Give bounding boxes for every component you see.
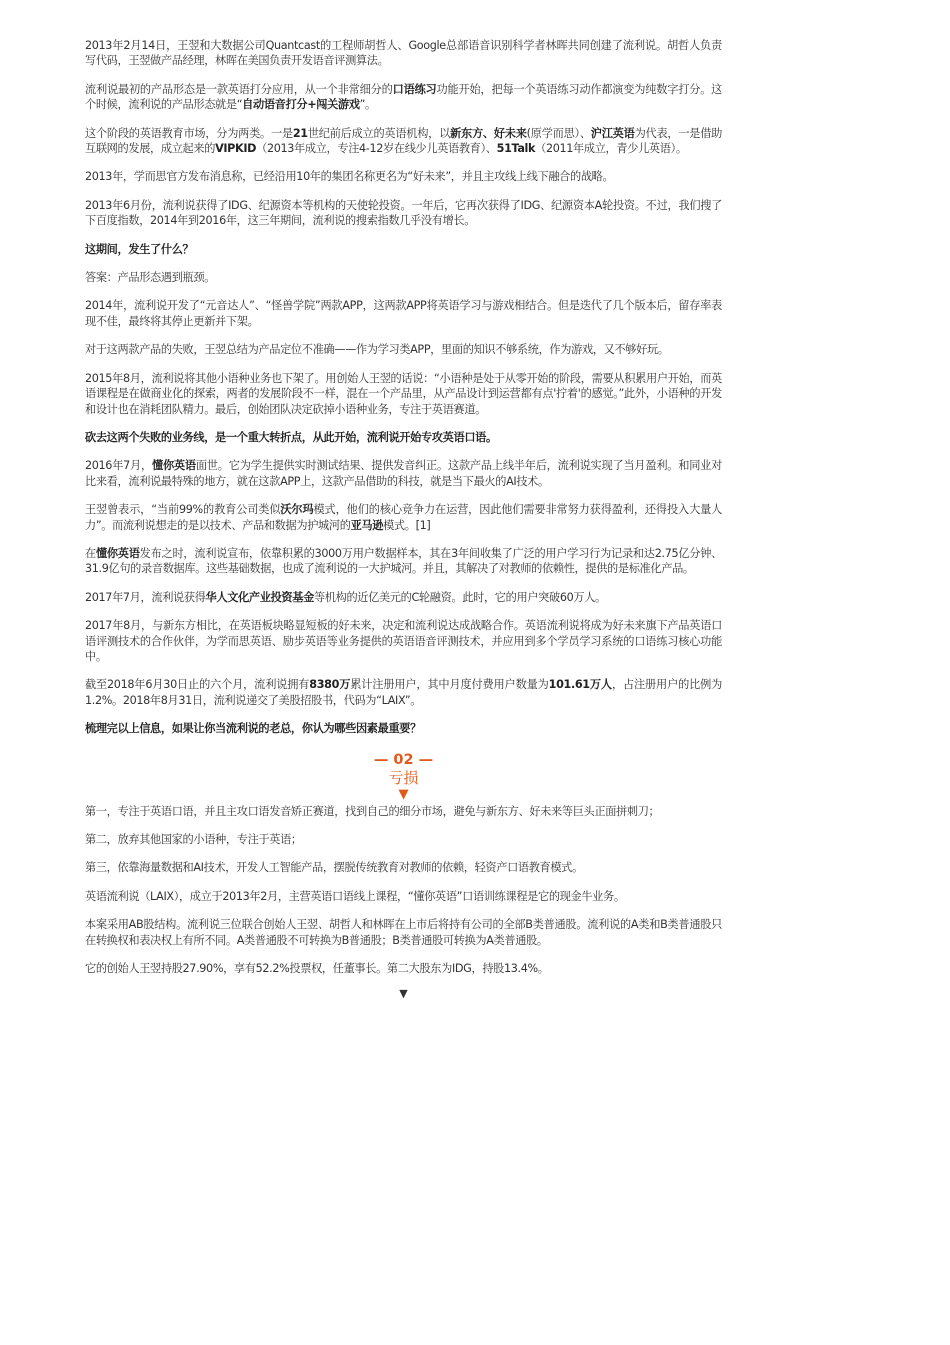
highlight-text: 懂你英语 xyxy=(151,459,196,473)
section-number: — 02 — xyxy=(373,751,434,768)
paragraph: 2014年，流利说开发了“元音达人”、“怪兽学院”两款APP，这两款APP将英语学习与游戏相结合。但是迭代了几个版本后，留存率表现不佳，最终将其停止更新并下架。 xyxy=(85,299,722,328)
paragraph: 王翌曾表示，“当前99%的教育公司类似沃尔玛模式，他们的核心竞争力在运营，因此他们需要非常努力获得盈利，还得投入大量人力”。而流利说想走的是以技术、产品和数据为护城河的亚马逊模式。[1] xyxy=(85,503,722,532)
article-body xyxy=(85,38,722,1000)
paragraph: 第一，专注于英语口语，并且主攻口语发音矫正赛道，找到自己的细分市场，避免与新东方、好未来等巨头正面拼刺刀； xyxy=(85,804,660,818)
paragraph: 2013年2月14日，王翌和大数据公司Quantcast的工程师胡哲人、Google总部语音识别科学者林晖共同创建了流利说。胡哲人负责写代码，王翌做产品经理，林晖在美国负责开发语音评测算法。 xyxy=(85,39,722,68)
paragraph: 2016年7月，懂你英语面世。它为学生提供实时测试结果、提供发音纠正。这款产品上线半年后，流利说实现了当月盈利。和同业对比来看，流利说最特殊的地方，就在这款APP上，这款产品借助的科技，就是当下最火的AI技术。 xyxy=(85,459,722,488)
paragraph: 2017年8月，与新东方相比，在英语板块略显短板的好未来，决定和流利说达成战略合作。英语流利说将成为好未来旗下产品英语口语评测技术的合作伙伴，为学而思英语、励步英语等业务提供的英语语音评测技术，并应用到多个学员学习系统的口语练习核心功能中。 xyxy=(85,619,722,663)
highlight-text: 亚马逊 xyxy=(350,518,384,532)
highlight-text: 沪江英语 xyxy=(590,126,635,140)
highlight-text: 8380万 xyxy=(309,678,351,692)
paragraph: 流利说最初的产品形态是一款英语打分应用，从一个非常细分的口语练习功能开始，把每一个英语练习动作都演变为纯数字打分。这个时候，流利说的产品形态就是“自动语音打分+闯关游戏”。 xyxy=(85,82,723,112)
highlight-text: 21 xyxy=(292,126,308,140)
highlight-text: 华人文化产业投资基金 xyxy=(205,590,314,604)
paragraph: 在懂你英语发布之时，流利说宣布，依靠积累的3000万用户数据样本，其在3年间收集了广泛的用户学习行为记录和达2.75亿分钟、31.9亿句的录音数据库。这些基础数据，也成了流利说的一大护城河。并且，其解决了对教师的依赖性，提供的是标准化产品。 xyxy=(85,546,722,576)
paragraph: 2013年，学而思官方发布消息称，已经沿用10年的集团名称更名为“好未来”，并且主攻线上线下融合的战略。 xyxy=(85,170,614,184)
highlight-text: 口语练习 xyxy=(392,82,437,96)
paragraph: 它的创始人王翌持股27.90%，享有52.2%投票权，任董事长。第二大股东为IDG，持股13.4%。 xyxy=(85,962,549,976)
key-statement: 砍去这两个失败的业务线，是一个重大转折点，从此开始，流利说开始专攻英语口语。 xyxy=(85,430,497,444)
paragraph: 英语流利说（LAIX），成立于2013年2月，主营英语口语线上课程，“懂你英语”口语训练课程是它的现金牛业务。 xyxy=(85,889,625,903)
highlight-text: 懂你英语 xyxy=(95,546,140,560)
highlight-text: 51Talk xyxy=(496,142,536,156)
paragraph: 本案采用AB股结构。流利说三位联合创始人王翌、胡哲人和林晖在上市后将持有公司的全部B类普通股。流利说的A类和B类普通股只在转换权和表决权上有所不同。A类普通股不可转换为B普通股；B类普通股可转换为A类普通股。 xyxy=(85,918,722,947)
highlight-text: 沃尔玛 xyxy=(280,503,314,517)
paragraph: 答案：产品形态遇到瓶颈。 xyxy=(85,271,216,285)
highlight-text: 自动语音打分+闯关游戏 xyxy=(242,98,360,112)
paragraph: 第三，依靠海量数据和AI技术，开发人工智能产品，摆脱传统教育对教师的依赖，轻资产口语教育模式。 xyxy=(85,861,583,875)
question-heading: 梳理完以上信息，如果让你当流利说的老总，你认为哪些因素最重要？ xyxy=(85,722,421,736)
paragraph: 对于这两款产品的失败，王翌总结为产品定位不准确——作为学习类APP，里面的知识不够系统，作为游戏，又不够好玩。 xyxy=(85,343,669,357)
highlight-text: 新东方、好未来 xyxy=(450,126,527,140)
highlight-text: VIPKID xyxy=(215,142,257,156)
triangle-down-icon: ▼ xyxy=(398,786,409,802)
paragraph: 第二，放弃其他国家的小语种，专注于英语； xyxy=(85,833,302,846)
paragraph: 这个阶段的英语教育市场，分为两类。一是21世纪前后成立的英语机构，以新东方、好未来(原学而思）、沪江英语为代表，一是借助互联网的发展，成立起来的VIPKID（2013年成立，专注4-12岁在线少儿英语教育）、51Talk（2011年成立，青少儿英语）。 xyxy=(85,126,722,156)
paragraph: 截至2018年6月30日止的六个月，流利说拥有8380万累计注册用户，其中月度付费用户数量为101.61万人，占注册用户的比例为1.2%。2018年8月31日，流利说递交了美股招股书，代码为“LAIX”。 xyxy=(85,678,723,707)
highlight-text: 101.61万人 xyxy=(548,678,612,692)
section-title: 亏损 xyxy=(388,768,419,787)
paragraph: 2017年7月，流利说获得华人文化产业投资基金等机构的近亿美元的C轮融资。此时，它的用户突破60万人。 xyxy=(85,590,606,604)
triangle-down-icon: ▼ xyxy=(399,987,408,1001)
paragraph: 2013年6月份，流利说获得了IDG、纪源资本等机构的天使轮投资。一年后，它再次获得了IDG、纪源资本A轮投资。不过，我们搜了下百度指数，2014年到2016年，这三年期间，流利说的搜索指数几乎没有增长。 xyxy=(85,198,722,228)
paragraph: 2015年8月，流利说将其他小语种业务也下架了。用创始人王翌的话说：“小语种是处于从零开始的阶段，需要从积累用户开始，而英语课程是在做商业化的探索，两者的发展阶段不一样，混在一个产品里，从产品设计到运营都有点'拧着'的感觉。”此外，小语种的开发和设计也在消耗团队精力。最后，创始团队决定砍掉小语种业务，专注于英语赛道。 xyxy=(85,371,722,416)
section-header xyxy=(85,750,722,804)
question-heading: 这期间，发生了什么？ xyxy=(85,242,194,256)
